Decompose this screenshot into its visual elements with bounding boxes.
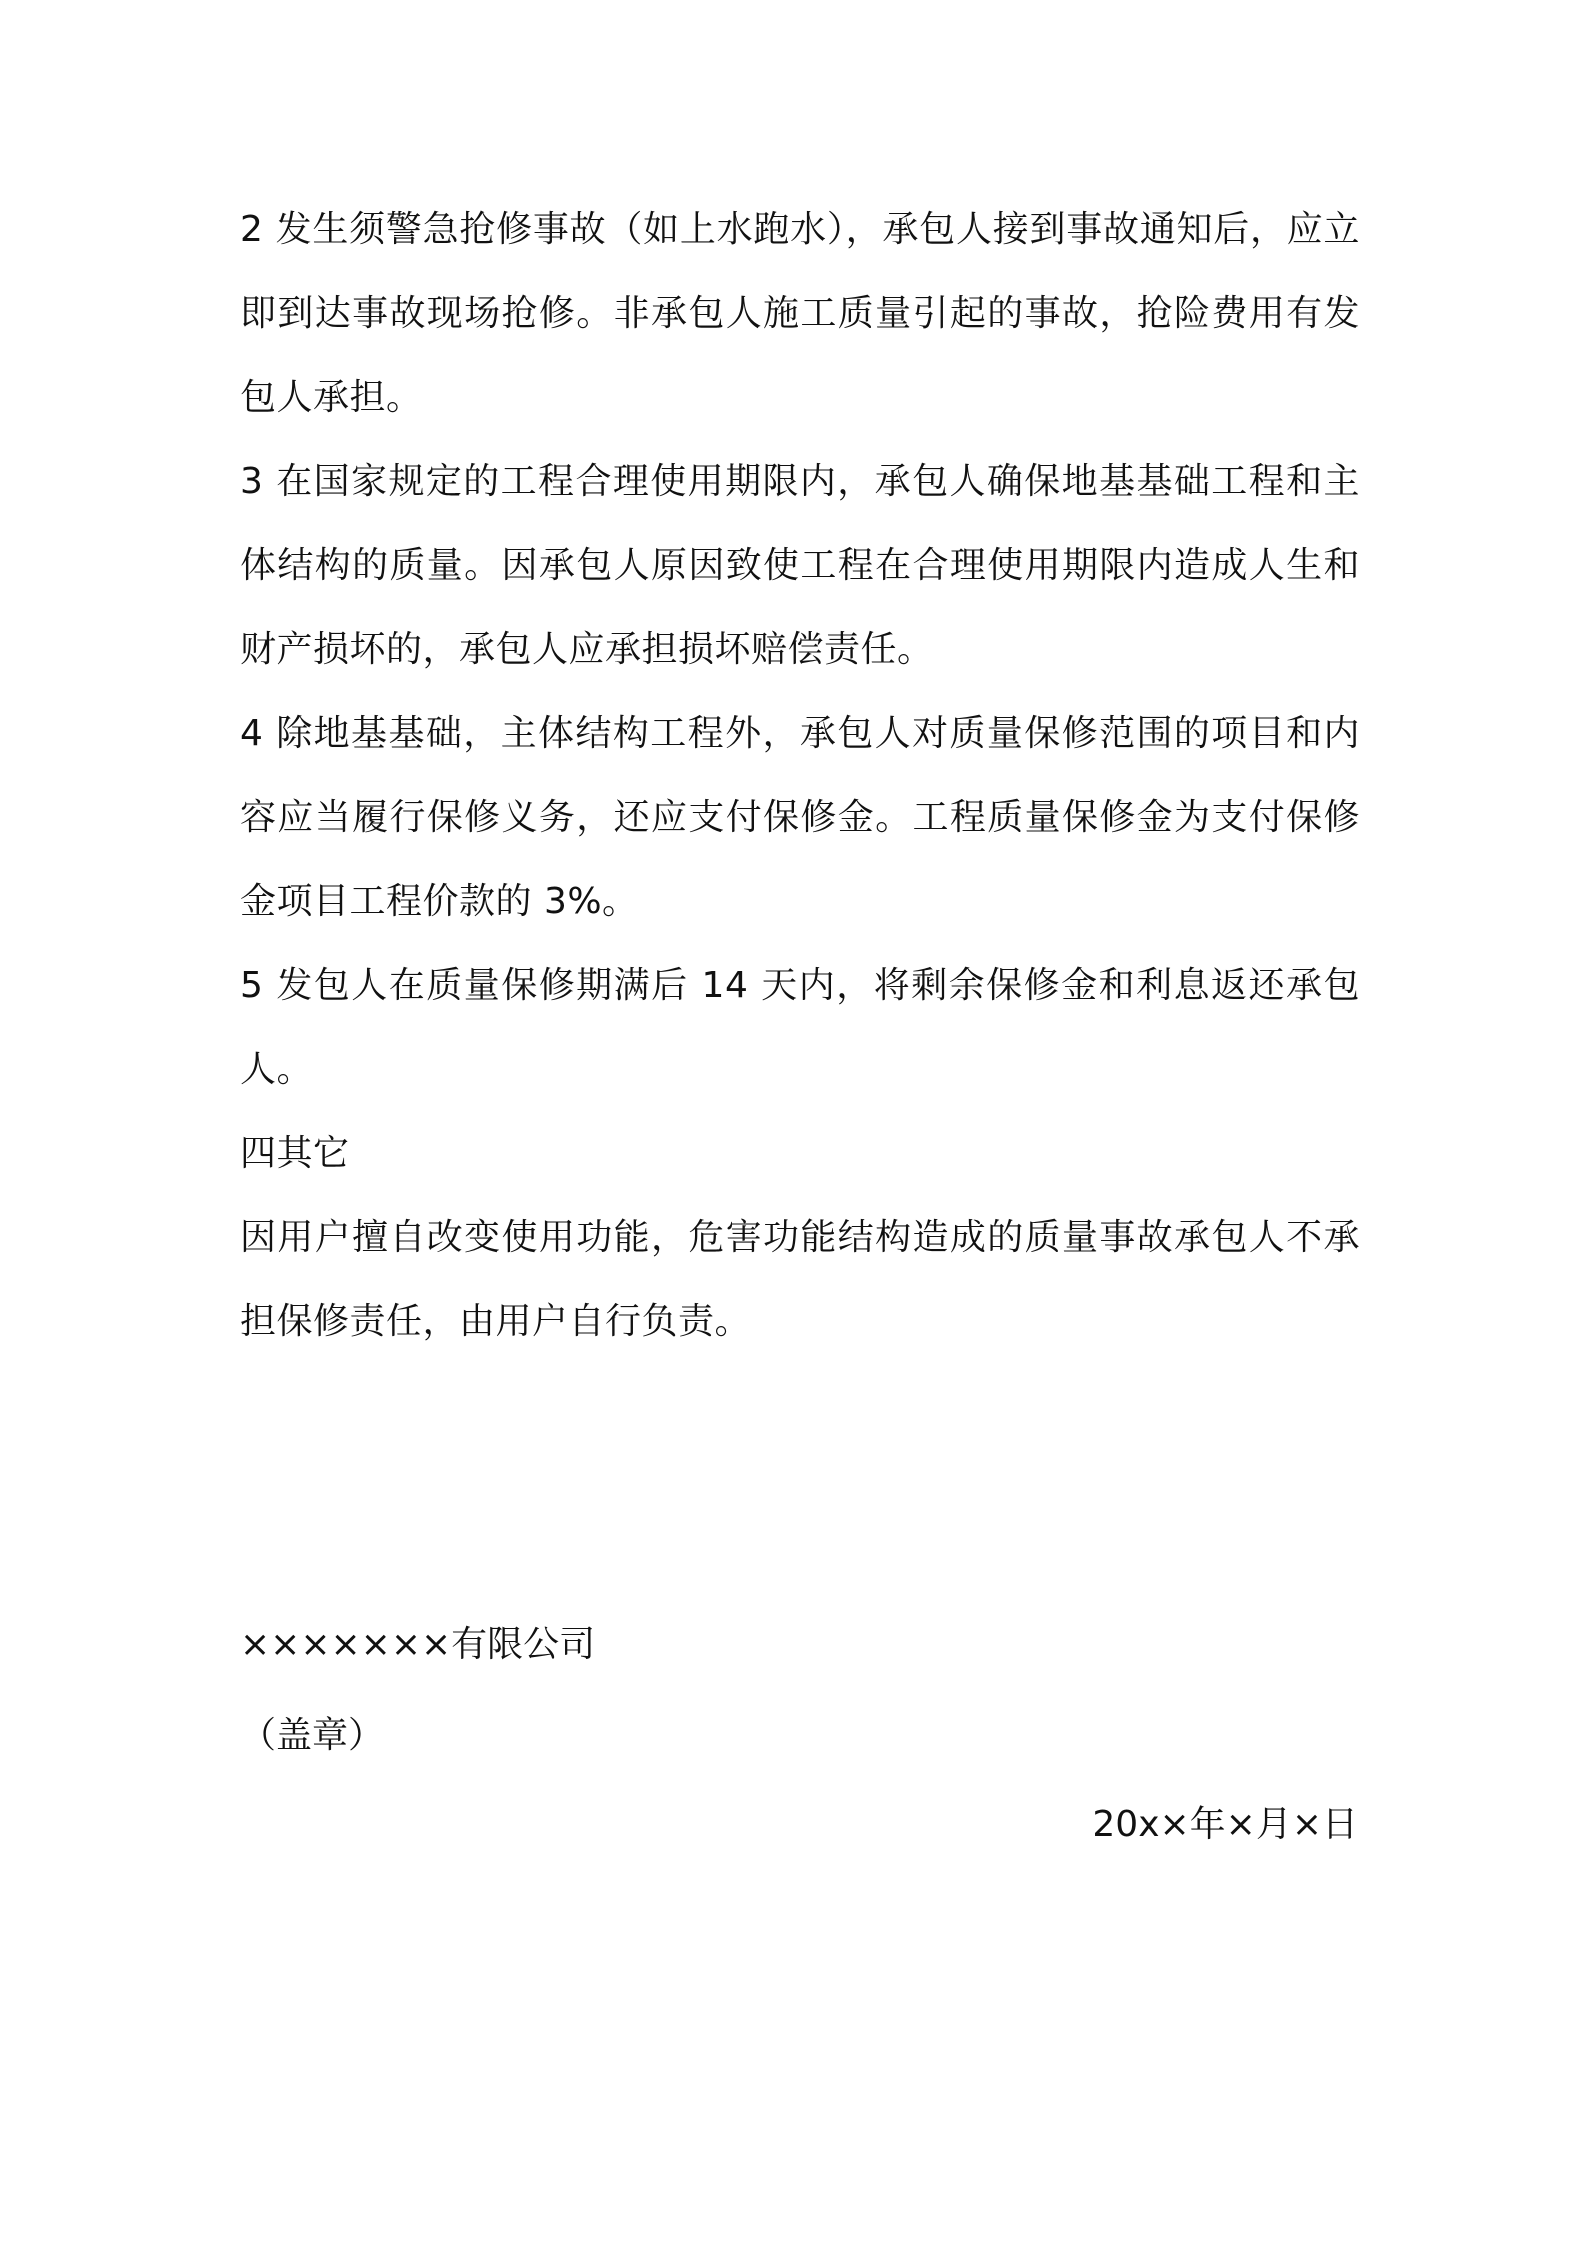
other-clause-paragraph: 因用户擅自改变使用功能，危害功能结构造成的质量事故承包人不承担保修责任，由用户自行负责。 xyxy=(240,1217,1360,1342)
company-name: ×××××××有限公司 xyxy=(240,1624,596,1665)
clause-5-paragraph: 5 发包人在质量保修期满后 14 天内，将剩余保修金和利息返还承包人。 xyxy=(240,965,1360,1090)
seal-label: （盖章） xyxy=(240,1715,385,1756)
signature-date: 20x×年×月×日 xyxy=(1092,1804,1358,1845)
section-heading-other: 四其它 xyxy=(240,1133,350,1174)
clause-2-paragraph: 2 发生须警急抢修事故（如上水跑水），承包人接到事故通知后，应立即到达事故现场抢修。非承包人施工质量引起的事故，抢险费用有发包人承担。 xyxy=(240,209,1360,418)
document-body xyxy=(240,188,1360,1364)
clause-4-paragraph: 4 除地基基础，主体结构工程外，承包人对质量保修范围的项目和内容应当履行保修义务，还应支付保修金。工程质量保修金为支付保修金项目工程价款的 3%。 xyxy=(240,713,1360,922)
clause-3-paragraph: 3 在国家规定的工程合理使用期限内，承包人确保地基基础工程和主体结构的质量。因承包人原因致使工程在合理使用期限内造成人生和财产损坏的，承包人应承担损坏赔偿责任。 xyxy=(240,461,1360,670)
